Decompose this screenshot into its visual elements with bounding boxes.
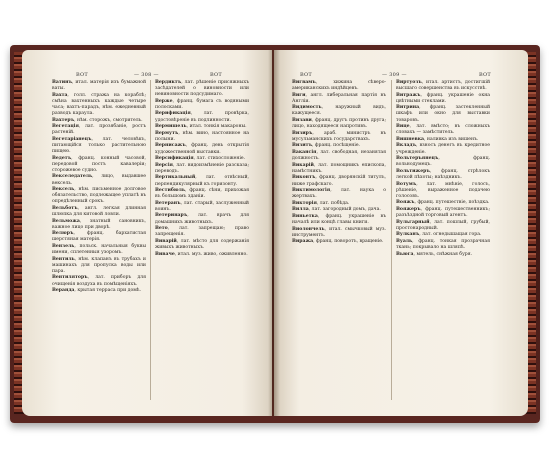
dictionary-entry: Вегетацiя, лат. прозябанiе, ростъ растенiй. [52,124,146,136]
entry-definition: франц. дворянскiй титулъ, ниже графскаго. [292,175,386,187]
dictionary-entry: Вкладъ, взносъ денегъ въ кредитное учрежденiе. [396,143,490,155]
dictionary-entry: Витражъ, франц. украшенiе окна цвѣтными стеклами. [396,92,490,104]
dictionary-entry: Вертикальный, лат. отвѣсный, перпендикулярный къ горизонту. [155,175,249,187]
entry-definition: англ. легкая длинная шлюпка для китовой ловли. [52,205,146,217]
entry-definition: франц. посѣщенiе. [314,143,361,149]
entry-headword: Витрина [396,105,420,111]
entry-headword: Виварiй [155,238,177,244]
entry-definition: франц. конный часовой, передовой постъ кавалерiи; сторожевое судно. [52,155,147,173]
entry-definition: нѣм. вино, настоянное на полыни. [155,130,250,142]
entry-headword: Виваче [155,251,175,257]
entry-headword: Виртуозъ [396,80,422,85]
entry-headword: Ведетъ [52,155,72,161]
entry-definition: итал. смычковый муз. инструментъ. [292,226,386,238]
right-page-number: — 309 — [382,72,407,78]
entry-headword: Вольтижеръ [396,168,430,174]
dictionary-entry: Вексель, нѣм. письменное долговое обязательство, подлежащее уплатѣ въ опредѣленный срокъ. [52,187,147,205]
entry-headword: Вентиляторъ [52,275,88,281]
left-page-column-2 [155,80,249,258]
dictionary-entry: Верификацiя, лат. провѣрка, удостовѣренiе въ подлинности. [155,111,249,123]
entry-definition: нѣм. сторожъ, смотритель. [77,117,143,123]
entry-headword: Вельботъ [52,205,78,211]
entry-definition: франц. путешественникъ; разъѣздной торговый агентъ. [396,206,491,218]
entry-headword: Витражъ [396,92,421,98]
entry-headword: Вкладъ [396,143,417,149]
dictionary-entry: Вьюга, мятель, снѣжная буря. [396,251,473,257]
entry-definition: лат. мѣсто для содержанiя живыхъ животныхъ. [155,238,249,250]
entry-headword: Версiя [155,162,173,168]
entry-headword: Ветеранъ [155,200,181,206]
entry-headword: Визави [292,118,312,124]
entry-headword: Визиръ [292,130,313,136]
dictionary-entry: Ветеранъ, лат. старый, заслуженный воинъ. [155,200,249,212]
entry-definition: франц. поворотъ, вращенiе. [316,239,384,245]
entry-definition: голл. стража на кораблѣ; смѣна вахтенныхъ каждые четыре часа; вахтъ-парадъ, нѣм. ежедневный разводъ караула. [52,92,146,116]
dictionary-entry: Вульгарный, лат. пошлый, грубый, простонародный. [396,219,490,231]
entry-definition: лат. запрещаю; право запрещенiя. [155,226,249,238]
dictionary-entry: Вольтеръянецъ, франц. вольнодумецъ. [396,156,490,168]
entry-headword: Вакансiя [292,150,317,156]
entry-definition: франц. стрѣлокъ легкой пѣхоты; наѣздникъ. [396,168,491,180]
dictionary-entry: Вахтеръ, нѣм. сторожъ, смотритель. [52,117,143,123]
dictionary-entry: Вельможа, знатный сановникъ, важное лицо при дворѣ. [52,218,146,230]
dictionary-entry: Виолончель, итал. смычковый муз. инструментъ. [292,226,386,238]
entry-definition: араб. министръ въ мусульманскихъ государствахъ. [292,130,387,142]
dictionary-entry: Вице, лат. вмѣсто; въ сложныхъ словахъ — замѣститель. [396,124,491,136]
entry-definition: лицо, выдавшее вексель. [52,174,146,186]
entry-definition: лат. прозябанiе, ростъ растенiй. [52,124,146,136]
entry-definition: лат. наука о жертвахъ. [292,188,386,200]
entry-headword: Вахта [52,92,68,98]
entry-headword: Вуаль [396,238,413,244]
right-running-head-left: ВОТ [300,72,313,78]
entry-definition: франц. другъ противъ друга; лицо, находящееся напротивъ. [292,118,387,130]
entry-definition: лат. пошлый, грубый, простонародный. [396,219,490,231]
dictionary-entry: Виктимологiя, лат. наука о жертвахъ. [292,188,386,200]
entry-definition: итал. муз. живо, оживленно. [177,251,248,257]
entry-definition: лат. помощникъ епископа, намѣстникъ. [292,162,387,174]
entry-headword: Вердиктъ [155,80,182,85]
dictionary-entry: Вояжеръ, франц. путешественникъ; разъѣздной торговый агентъ. [396,206,491,218]
dictionary-entry: Виварiй, лат. мѣсто для содержанiя живыхъ животныхъ. [155,238,249,250]
dictionary-entry: Вишневка, наливка изъ вишенъ. [396,136,479,142]
dictionary-entry: Викарiй, лат. помощникъ епископа, намѣстникъ. [292,162,387,174]
entry-definition: хижина сѣверо-американскихъ индѣйцевъ. [292,80,387,92]
entry-headword: Вулканъ [396,232,420,238]
dictionary-entry: Вуаль, франц. тонкая прозрачная ткань; покрывало на шляпѣ. [396,238,490,250]
entry-definition: наливка изъ вишенъ. [426,136,479,142]
entry-headword: Вермутъ [155,130,179,136]
entry-definition: лат. врачъ для домашнихъ животныхъ. [155,213,249,225]
dictionary-entry: Ведетъ, франц. конный часовой, передовой постъ кавалерiи; сторожевое судно. [52,155,147,173]
entry-headword: Вето [155,226,168,232]
left-page-number: — 308 — [134,72,159,78]
entry-definition: франц. бархатистая шерстяная матерiя. [52,231,147,243]
entry-definition: мятель, снѣжная буря. [416,251,473,257]
dictionary-entry: Вестибюль, франц. сѣни, прихожая въ большомъ зданiи. [155,188,250,200]
right-running-head-right: ВОТ [479,72,492,78]
entry-headword: Вентиль [52,256,75,262]
entry-headword: Вестибюль [155,188,185,194]
entry-definition: нѣм. клапанъ въ трубахъ и машинахъ для пропуска воды или пара. [52,256,146,274]
entry-definition: лат. провѣрка, удостовѣренiе въ подлинности. [155,111,249,123]
entry-headword: Вернисажъ [155,143,186,149]
entry-headword: Вельможа [52,218,80,224]
entry-definition: лат. свободная, незанятая должность. [292,150,386,162]
dictionary-entry: Велюръ, франц. бархатистая шерстяная матерiя. [52,231,147,243]
dictionary-entry: Вензель, польск. начальныя буквы имени, сплетенныя узоромъ. [52,243,146,256]
dictionary-entry: Вахта, голл. стража на кораблѣ; смѣна вахтенныхъ каждые четыре часа; вахтъ-парадъ, нѣм. ежедневный разводъ караула. [52,92,146,116]
entry-definition: лат. отвѣсный, перпендикулярный къ горизонту. [155,175,249,187]
entry-definition: лат. загородный домъ, дача. [311,207,381,213]
left-page [22,50,272,416]
entry-headword: Виража [292,239,314,245]
right-column-rule [391,80,392,400]
dictionary-entry: Вулканъ, лат. огнедышащая гора. [396,232,482,238]
dictionary-entry: Вилла, лат. загородный домъ, дача. [292,207,381,213]
dictionary-entry: Вотумъ, лат. мнѣнiе, голосъ, рѣшенiе, выраженное подачею голосовъ. [396,181,490,199]
entry-definition: франц. украшенiе въ началѣ или концѣ главы книги. [292,213,386,226]
entry-definition: лат. рѣшенiе присяжныхъ засѣдателей о виновности или невиновности подсудимаго. [155,80,249,98]
entry-definition: взносъ денегъ въ кредитное учрежденiе. [396,143,490,155]
entry-headword: Вегетацiя [52,124,79,130]
entry-headword: Вице [396,124,410,130]
entry-definition: лат. видоизмѣненiе разсказа; переводъ. [155,162,250,174]
dictionary-entry: Вернисажъ, франц. день открытiя художественной выставки. [155,143,249,155]
entry-headword: Вахтеръ [52,117,75,123]
dictionary-entry: Ватинъ, итал. матерiя изъ бумажной ваты. [52,80,147,92]
entry-definition: лат. вмѣсто; въ сложныхъ словахъ — замѣститель. [396,124,491,136]
entry-headword: Вишневка [396,136,424,142]
entry-headword: Виолончель [292,226,325,232]
left-page-column-1 [52,80,146,295]
entry-headword: Верификацiя [155,111,191,117]
entry-headword: Вульгарный [396,219,430,225]
entry-headword: Веранда [52,288,75,294]
entry-headword: Ветеринаръ [155,213,188,219]
dictionary-entry: Вояжъ, франц. путешествiе, поѣздка. [396,200,490,206]
dictionary-entry: Вольтижеръ, франц. стрѣлокъ легкой пѣхоты; наѣздникъ. [396,168,491,180]
book-gutter [268,50,280,416]
dictionary-entry: Видимость, наружный видъ, кажущееся. [292,105,386,117]
entry-headword: Вьюга [396,251,414,257]
dictionary-entry: Вельботъ, англ. легкая длинная шлюпка для китовой ловли. [52,205,146,217]
dictionary-entry: Ветеринаръ, лат. врачъ для домашнихъ животныхъ. [155,213,249,225]
entry-definition: франц. сѣни, прихожая въ большомъ зданiи. [155,188,250,200]
dictionary-entry: Вермутъ, нѣм. вино, настоянное на полыни. [155,130,250,142]
entry-headword: Викторiя [292,200,317,206]
entry-headword: Верже [155,98,173,104]
dictionary-entry: Верже, франц. бумага съ водяными полосками. [155,98,249,110]
entry-headword: Виктимологiя [292,188,331,194]
dictionary-entry: Вигвамъ, хижина сѣверо-американскихъ индѣйцевъ. [292,80,387,92]
entry-definition: нѣм. письменное долговое обязательство, подлежащее уплатѣ въ опредѣленный срокъ. [52,187,147,205]
dictionary-entry: Виньетка, франц. украшенiе въ началѣ или концѣ главы книги. [292,213,386,226]
entry-definition: крытая терраса при домѣ. [77,288,142,294]
dictionary-entry: Векселедатель, лицо, выдавшее вексель. [52,174,146,186]
dictionary-entry: Викторiя, лат. побѣда. [292,200,350,206]
dictionary-entry: Вермишель, итал. тонкiя макароны. [155,124,247,130]
entry-headword: Векселедатель [52,174,93,180]
entry-definition: франц. бумага съ водяными полосками. [155,98,249,110]
entry-headword: Виги [292,92,306,98]
dictionary-entry: Виртуозъ, итал. артистъ, достигшiй высшаго совершенства въ искусствѣ. [396,80,491,92]
dictionary-entry: Вакансiя, лат. свободная, незанятая должность. [292,150,386,162]
dictionary-entry: Версiя, лат. видоизмѣненiе разсказа; переводъ. [155,162,250,174]
left-running-head-right: ВОТ [210,72,223,78]
entry-headword: Визитъ [292,143,312,149]
dictionary-entry: Визитъ, франц. посѣщенiе. [292,143,361,149]
entry-definition: итал. тонкiя макароны. [189,124,247,130]
entry-definition: лат. огнедышащая гора. [422,232,482,238]
dictionary-entry: Версификацiя, лат. стихосложенiе. [155,156,246,162]
entry-definition: польск. начальныя буквы имени, сплетенныя узоромъ. [52,243,146,256]
dictionary-entry: Виги, англ. либеральная партiя въ Англiи. [292,92,386,104]
entry-headword: Вигвамъ [292,80,316,85]
dictionary-entry: Витрина, франц. застекленный шкафъ или окно для выставки товаровъ. [396,105,491,123]
entry-headword: Видимость [292,105,322,111]
dictionary-entry: Вентиль, нѣм. клапанъ въ трубахъ и машинахъ для пропуска воды или пара. [52,256,146,274]
entry-headword: Виконтъ [292,175,316,181]
entry-headword: Вертикальный [155,175,196,181]
entry-definition: англ. либеральная партiя въ Англiи. [292,92,386,104]
entry-headword: Вольтеръянецъ [396,156,439,162]
entry-headword: Викарiй [292,162,314,168]
entry-headword: Вояжеръ [396,206,421,212]
entry-definition: итал. артистъ, достигшiй высшаго совершенства въ искусствѣ. [396,80,491,92]
entry-definition: франц. день открытiя художественной выставки. [155,143,249,155]
entry-headword: Вензель [52,243,75,249]
dictionary-entry: Виваче, итал. муз. живо, оживленно. [155,251,248,257]
dictionary-entry: Визави, франц. другъ противъ друга; лицо, находящееся напротивъ. [292,118,387,130]
entry-headword: Вилла [292,207,309,213]
entry-headword: Версификацiя [155,156,194,162]
entry-definition: знатный сановникъ, важное лицо при дворѣ. [52,218,146,230]
entry-definition: франц. тонкая прозрачная ткань; покрывало на шляпѣ. [396,238,490,250]
entry-definition: лат. стихосложенiе. [196,156,246,162]
left-column-rule [150,80,151,400]
entry-headword: Вояжъ [396,200,415,206]
dictionary-entry: Вегетарiанецъ, лат. человѣкъ, питающiйся только растительною пищею. [52,136,147,155]
dictionary-entry: Вето, лат. запрещаю; право запрещенiя. [155,226,249,238]
entry-definition: наружный видъ, кажущееся. [292,105,386,117]
entry-definition: франц. застекленный шкафъ или окно для выставки товаровъ. [396,105,491,123]
entry-definition: лат. побѣда. [319,200,350,206]
entry-headword: Вотумъ [396,181,417,187]
entry-headword: Ватинъ [52,80,72,85]
dictionary-entry: Веранда, крытая терраса при домѣ. [52,288,142,294]
entry-headword: Вермишель [155,124,187,130]
entry-definition: франц. путешествiе, поѣздка. [417,200,490,206]
left-running-head-left: ВОТ [76,72,89,78]
entry-headword: Виньетка [292,213,318,219]
dictionary-entry: Виража, франц. поворотъ, вращенiе. [292,239,384,245]
dictionary-entry: Вердиктъ, лат. рѣшенiе присяжныхъ засѣдателей о виновности или невиновности подсудимаго. [155,80,249,98]
entry-definition: лат. старый, заслуженный воинъ. [155,200,249,212]
dictionary-entry: Вентиляторъ, лат. приборъ для очищенiя воздуха въ помѣщенiяхъ. [52,275,146,287]
entry-headword: Велюръ [52,231,74,237]
entry-definition: лат. человѣкъ, питающiйся только растительною пищею. [52,136,147,155]
right-page-column-2 [396,80,490,258]
entry-definition: лат. мнѣнiе, голосъ, рѣшенiе, выраженное подачею голосовъ. [396,181,490,199]
right-page [274,50,528,416]
entry-definition: франц. украшенiе окна цвѣтными стеклами. [396,92,490,104]
entry-headword: Вегетарiанецъ [52,136,92,142]
dictionary-entry: Визиръ, араб. министръ въ мусульманскихъ государствахъ. [292,130,387,142]
entry-headword: Вексель [52,187,75,193]
entry-definition: лат. приборъ для очищенiя воздуха въ помѣщенiяхъ. [52,275,146,287]
entry-definition: итал. матерiя изъ бумажной ваты. [52,80,147,92]
right-page-column-1 [292,80,386,246]
entry-definition: франц. вольнодумецъ. [396,156,490,168]
dictionary-entry: Виконтъ, франц. дворянскiй титулъ, ниже графскаго. [292,175,386,187]
